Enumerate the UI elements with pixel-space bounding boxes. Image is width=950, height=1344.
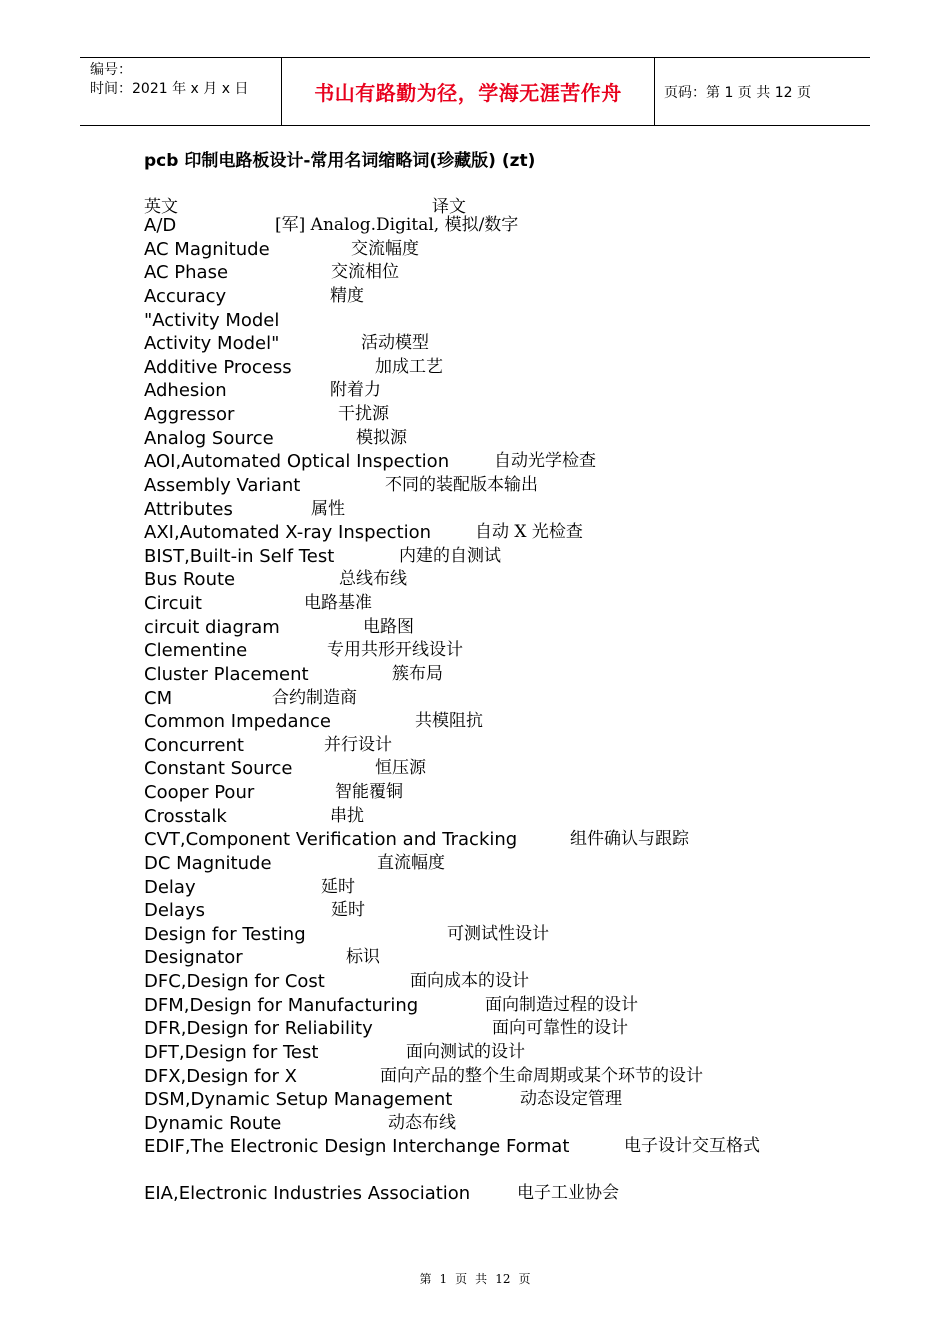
list-item <box>144 474 904 498</box>
list-item <box>144 899 904 923</box>
list-item <box>144 1159 904 1205</box>
number-label: 编号： <box>90 62 132 78</box>
list-item <box>144 403 904 427</box>
list-item <box>144 1017 904 1041</box>
term-english: AC Phase <box>144 262 229 284</box>
list-item <box>144 1135 904 1159</box>
list-item <box>144 309 904 333</box>
list-item <box>144 1088 904 1112</box>
term-english: DFM,Design for Manufacturing <box>144 994 419 1016</box>
term-english: CVT,Component Verification and Tracking <box>144 829 518 851</box>
list-item <box>144 639 904 663</box>
term-english: Additive Process <box>144 356 292 378</box>
list-item <box>144 285 904 309</box>
term-translation: 智能覆铜 <box>335 782 403 802</box>
term-translation: 恒压源 <box>375 758 426 779</box>
term-translation: 延时 <box>331 900 365 921</box>
term-english: DC Magnitude <box>144 852 272 874</box>
footer-current-page: 1 <box>439 1272 448 1286</box>
list-item <box>144 356 904 380</box>
page-header <box>80 57 870 126</box>
term-translation: 面向可靠性的设计 <box>492 1018 628 1039</box>
list-item <box>144 261 904 285</box>
term-translation: 簇布局 <box>392 663 443 684</box>
term-translation: 内建的自测试 <box>399 545 501 566</box>
term-english: Assembly Variant <box>144 474 301 496</box>
list-item <box>144 781 904 805</box>
list-item <box>144 663 904 687</box>
term-translation: 活动模型 <box>361 333 429 354</box>
list-item <box>144 687 904 711</box>
term-english: AC Magnitude <box>144 238 270 260</box>
term-translation: 干扰源 <box>338 404 389 424</box>
term-translation: 合约制造商 <box>272 687 357 708</box>
term-translation: 动态设定管理 <box>520 1089 622 1110</box>
term-english: Aggressor <box>144 404 235 425</box>
term-translation: 标识 <box>346 947 380 968</box>
list-item <box>144 970 904 994</box>
term-english: Designator <box>144 947 243 969</box>
term-translation: 直流幅度 <box>377 852 445 873</box>
document-title: pcb 印制电路板设计-常用名词缩略词(珍藏版) (zt) <box>144 151 536 171</box>
term-translation: 交流相位 <box>331 262 399 283</box>
list-item <box>144 1041 904 1065</box>
term-translation: 串扰 <box>330 805 364 826</box>
term-translation: 延时 <box>321 876 355 897</box>
list-item <box>144 734 904 758</box>
term-translation: 电子工业协会 <box>517 1183 619 1203</box>
page-info: 页码：第 1 页 共 12 页 <box>664 84 811 101</box>
time-label: 时间：2021 年 x 月 x 日 <box>90 81 249 97</box>
term-english: A/D <box>144 215 177 236</box>
term-translation: 动态布线 <box>388 1112 456 1133</box>
list-item <box>144 521 904 545</box>
term-english: EIA,Electronic Industries Association <box>144 1183 471 1204</box>
list-item <box>144 946 904 970</box>
term-english: Constant Source <box>144 758 293 780</box>
list-item <box>144 450 904 474</box>
term-english: Cluster Placement <box>144 663 309 685</box>
list-item <box>144 238 904 262</box>
term-english: Dynamic Route <box>144 1112 282 1134</box>
list-item <box>144 332 904 356</box>
footer-text: 共 <box>475 1272 488 1286</box>
term-english: Attributes <box>144 498 233 520</box>
term-translation: 总线布线 <box>339 569 407 590</box>
term-translation: 附着力 <box>330 380 381 401</box>
column-header-translation: 译文 <box>432 197 466 217</box>
term-translation: 精度 <box>330 285 364 306</box>
list-item <box>144 616 904 640</box>
list-item <box>144 805 904 829</box>
list-item <box>144 710 904 734</box>
header-page-info-cell <box>655 58 870 125</box>
list-item <box>144 498 904 522</box>
list-item <box>144 923 904 947</box>
list-item <box>144 757 904 781</box>
term-english: circuit diagram <box>144 616 280 638</box>
list-item <box>144 379 904 403</box>
term-english: "Activity Model <box>144 309 280 331</box>
list-item <box>144 994 904 1018</box>
header-motto-cell <box>282 58 655 125</box>
term-english: CM <box>144 687 173 709</box>
term-translation: 自动光学检查 <box>494 451 596 472</box>
term-english: Cooper Pour <box>144 782 255 803</box>
term-translation: 加成工艺 <box>375 356 443 377</box>
term-english: Delay <box>144 876 196 898</box>
term-english: Concurrent <box>144 734 244 756</box>
footer-text: 页 <box>455 1272 468 1286</box>
footer-text: 页 <box>518 1272 531 1286</box>
term-translation: 面向制造过程的设计 <box>485 994 638 1015</box>
term-english: Clementine <box>144 640 248 662</box>
term-english: Delays <box>144 900 205 922</box>
term-english: DFR,Design for Reliability <box>144 1018 373 1040</box>
term-english: Crosstalk <box>144 805 227 827</box>
term-english: Circuit <box>144 593 202 614</box>
term-english: AOI,Automated Optical Inspection <box>144 451 450 473</box>
footer-total-pages: 12 <box>495 1272 511 1286</box>
term-translation: 电路图 <box>363 616 414 637</box>
term-english: Common Impedance <box>144 711 331 733</box>
list-item <box>144 828 904 852</box>
term-translation: 不同的装配版本输出 <box>385 474 538 495</box>
term-english: Bus Route <box>144 569 236 591</box>
list-item <box>144 214 904 238</box>
term-english: Accuracy <box>144 285 227 307</box>
term-english: EDIF,The Electronic Design Interchange Format <box>144 1136 570 1158</box>
term-translation: 模拟源 <box>356 427 407 448</box>
column-header-english: 英文 <box>144 197 178 217</box>
list-item <box>144 592 904 616</box>
term-translation: 交流幅度 <box>351 238 419 259</box>
list-item <box>144 427 904 451</box>
term-translation: 组件确认与跟踪 <box>570 829 689 850</box>
term-english: DSM,Dynamic Setup Management <box>144 1089 453 1111</box>
list-item <box>144 1065 904 1089</box>
list-item <box>144 1112 904 1136</box>
term-translation: 面向成本的设计 <box>410 971 529 991</box>
term-english: BIST,Built-in Self Test <box>144 545 335 567</box>
term-english: DFT,Design for Test <box>144 1041 319 1063</box>
term-translation: 并行设计 <box>324 734 392 755</box>
list-item <box>144 568 904 592</box>
term-english: DFC,Design for Cost <box>144 971 325 992</box>
page-footer <box>0 1270 950 1287</box>
footer-text: 第 <box>419 1272 432 1286</box>
term-english: Adhesion <box>144 380 227 402</box>
term-translation: 专用共形开线设计 <box>327 640 463 661</box>
motto: 书山有路勤为径，学海无涯苦作舟 <box>314 81 622 105</box>
term-translation: [军] Analog.Digital, 模拟/数字 <box>275 215 519 235</box>
term-translation: 面向产品的整个生命周期或某个环节的设计 <box>380 1065 703 1086</box>
term-english: AXI,Automated X-ray Inspection <box>144 522 432 544</box>
term-translation: 属性 <box>311 498 345 519</box>
term-translation: 可测试性设计 <box>447 923 549 944</box>
term-translation: 自动 X 光检查 <box>475 522 583 543</box>
term-translation: 电路基准 <box>304 593 372 613</box>
term-translation: 共模阻抗 <box>415 711 483 732</box>
term-translation: 电子设计交互格式 <box>624 1136 760 1157</box>
list-item <box>144 876 904 900</box>
list-item <box>144 545 904 569</box>
term-english: DFX,Design for X <box>144 1065 297 1087</box>
term-english: Analog Source <box>144 427 274 449</box>
term-english: Activity Model" <box>144 333 280 355</box>
glossary-list <box>144 214 904 1205</box>
header-meta <box>80 58 282 125</box>
term-translation: 面向测试的设计 <box>406 1041 525 1062</box>
term-english: Design for Testing <box>144 923 306 945</box>
list-item <box>144 852 904 876</box>
